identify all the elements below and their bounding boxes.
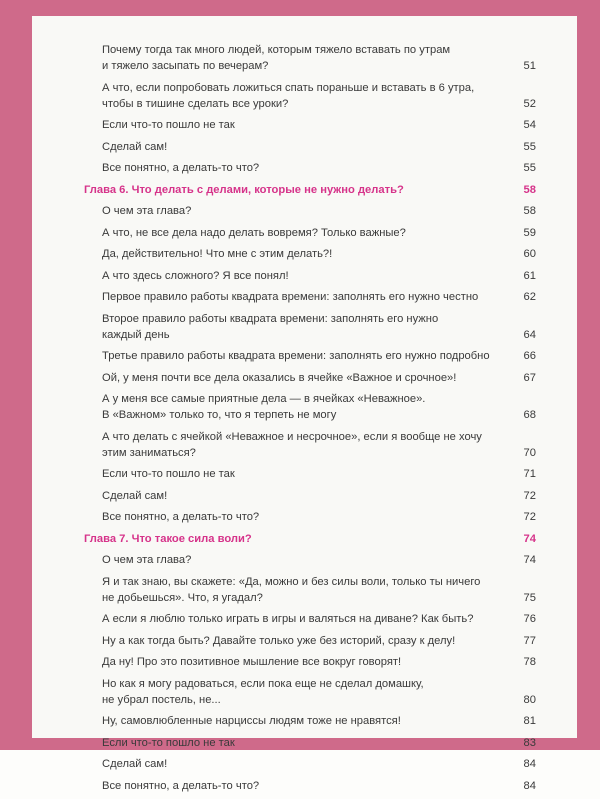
toc-entry-title: Первое правило работы квадрата времени: заполнять его нужно честно xyxy=(102,291,479,304)
toc-entry-title: Все понятно, а делать-то что? xyxy=(102,511,260,524)
toc-entry[interactable] xyxy=(102,311,536,343)
toc-entry[interactable] xyxy=(102,778,536,794)
toc-entry-page: 71 xyxy=(523,468,536,481)
toc-entry-page: 83 xyxy=(523,736,536,749)
toc-entry[interactable] xyxy=(102,552,536,568)
toc-entry-page: 77 xyxy=(523,634,536,647)
toc-entry-page: 51 xyxy=(523,60,536,73)
toc-entry[interactable] xyxy=(102,160,536,176)
book-page xyxy=(32,16,577,792)
toc-entry-title: Да ну! Про это позитивное мышление все вокруг говорят! xyxy=(102,656,402,669)
toc-entry-page: 60 xyxy=(523,248,536,261)
toc-entry-page: 81 xyxy=(523,715,536,728)
page-edge-right xyxy=(577,0,600,750)
toc-entry[interactable] xyxy=(102,429,536,461)
toc-entry-page: 80 xyxy=(523,693,536,706)
toc-entry[interactable] xyxy=(102,289,536,305)
toc-entry-title: Почему тогда так много людей, которым тяжело вставать по утрам и тяжело засыпать по вечерам? xyxy=(102,44,451,73)
toc-entry[interactable] xyxy=(102,611,536,627)
toc-entry-title: Сделай сам! xyxy=(102,140,168,153)
toc-entry-title: Третье правило работы квадрата времени: заполнять его нужно подробно xyxy=(102,350,490,363)
toc-entry-title: А что, не все дела надо делать вовремя? Только важные? xyxy=(102,226,406,239)
toc-entry[interactable] xyxy=(102,676,536,708)
toc-entry-page: 59 xyxy=(523,226,536,239)
toc-entry-title: А если я люблю только играть в игры и валяться на диване? Как быть? xyxy=(102,613,474,626)
toc-entry-page: 84 xyxy=(523,779,536,792)
toc-entry[interactable] xyxy=(102,633,536,649)
toc-chapter-heading[interactable] xyxy=(84,182,536,198)
toc-entry-title: Ну, самовлюбленные нарциссы людям тоже не нравятся! xyxy=(102,715,401,728)
toc-entry-page: 62 xyxy=(523,291,536,304)
toc-entry-page: 67 xyxy=(523,371,536,384)
toc-entry-title: О чем эта глава? xyxy=(102,554,192,567)
toc-entry[interactable] xyxy=(102,225,536,241)
toc-entry-page: 75 xyxy=(523,591,536,604)
page-edge-left xyxy=(0,0,32,750)
toc-entry[interactable] xyxy=(102,654,536,670)
toc-entry-title: Все понятно, а делать-то что? xyxy=(102,779,260,792)
toc-entry[interactable] xyxy=(102,391,536,423)
toc-entry-title: О чем эта глава? xyxy=(102,205,192,218)
toc-entry[interactable] xyxy=(102,42,536,74)
table-of-contents xyxy=(84,42,536,799)
toc-entry[interactable] xyxy=(102,80,536,112)
toc-entry[interactable] xyxy=(102,488,536,504)
toc-chapter-page: 58 xyxy=(523,183,536,196)
toc-entry-title: Сделай сам! xyxy=(102,489,168,502)
toc-entry-page: 76 xyxy=(523,613,536,626)
toc-entry[interactable] xyxy=(102,268,536,284)
toc-entry-page: 58 xyxy=(523,205,536,218)
toc-entry-title: Я и так знаю, вы скажете: «Да, можно и без силы воли, только ты ничего не добьешься». Что, я угадал? xyxy=(102,575,481,604)
toc-chapter-heading[interactable] xyxy=(84,531,536,547)
toc-entry-page: 55 xyxy=(523,162,536,175)
toc-entry-title: А что здесь сложного? Я все понял! xyxy=(102,269,289,282)
toc-chapter-page: 74 xyxy=(523,532,536,545)
toc-entry[interactable] xyxy=(102,735,536,751)
toc-entry-title: Все понятно, а делать-то что? xyxy=(102,162,260,175)
toc-entry-title: Но как я могу радоваться, если пока еще не сделал домашку, не убрал постель, не... xyxy=(102,677,424,706)
toc-entry[interactable] xyxy=(102,574,536,606)
toc-entry-title: Второе правило работы квадрата времени: заполнять его нужно каждый день xyxy=(102,312,439,341)
toc-entry-title: А у меня все самые приятные дела — в ячейках «Неважное». В «Важном» только то, что я терпеть не могу xyxy=(102,393,426,422)
toc-entry-title: Ну а как тогда быть? Давайте только уже без историй, сразу к делу! xyxy=(102,634,456,647)
toc-entry[interactable] xyxy=(102,139,536,155)
toc-entry-page: 70 xyxy=(523,446,536,459)
toc-entry-page: 74 xyxy=(523,554,536,567)
toc-entry[interactable] xyxy=(102,466,536,482)
toc-entry[interactable] xyxy=(102,509,536,525)
toc-entry-page: 72 xyxy=(523,511,536,524)
toc-entry[interactable] xyxy=(102,756,536,772)
toc-entry-title: Если что-то пошло не так xyxy=(102,736,235,749)
toc-chapter-title: Глава 7. Что такое сила воли? xyxy=(84,532,252,545)
toc-entry-page: 61 xyxy=(523,269,536,282)
page-edge-top xyxy=(0,0,600,16)
toc-entry-page: 68 xyxy=(523,409,536,422)
toc-entry-page: 66 xyxy=(523,350,536,363)
toc-entry-page: 84 xyxy=(523,758,536,771)
toc-entry-title: Да, действительно! Что мне с этим делать?! xyxy=(102,248,333,261)
toc-entry-page: 78 xyxy=(523,656,536,669)
toc-entry-title: А что, если попробовать ложиться спать пораньше и вставать в 6 утра, чтобы в тишине сделать все уроки? xyxy=(102,81,475,110)
toc-entry[interactable] xyxy=(102,117,536,133)
toc-entry-page: 52 xyxy=(523,97,536,110)
toc-entry-title: Если что-то пошло не так xyxy=(102,468,235,481)
toc-entry-title: Сделай сам! xyxy=(102,758,168,771)
toc-entry-title: А что делать с ячейкой «Неважное и несрочное», если я вообще не хочу этим заниматься? xyxy=(102,430,482,459)
toc-entry-title: Если что-то пошло не так xyxy=(102,119,235,132)
toc-entry[interactable] xyxy=(102,370,536,386)
toc-entry-page: 55 xyxy=(523,140,536,153)
toc-entry[interactable] xyxy=(102,246,536,262)
toc-entry[interactable] xyxy=(102,203,536,219)
toc-entry-page: 64 xyxy=(523,328,536,341)
toc-entry-title: Ой, у меня почти все дела оказались в ячейке «Важное и срочное»! xyxy=(102,371,457,384)
toc-entry-page: 72 xyxy=(523,489,536,502)
toc-entry[interactable] xyxy=(102,713,536,729)
toc-entry[interactable] xyxy=(102,348,536,364)
toc-chapter-title: Глава 6. Что делать с делами, которые не нужно делать? xyxy=(84,183,404,196)
toc-entry-page: 54 xyxy=(523,119,536,132)
